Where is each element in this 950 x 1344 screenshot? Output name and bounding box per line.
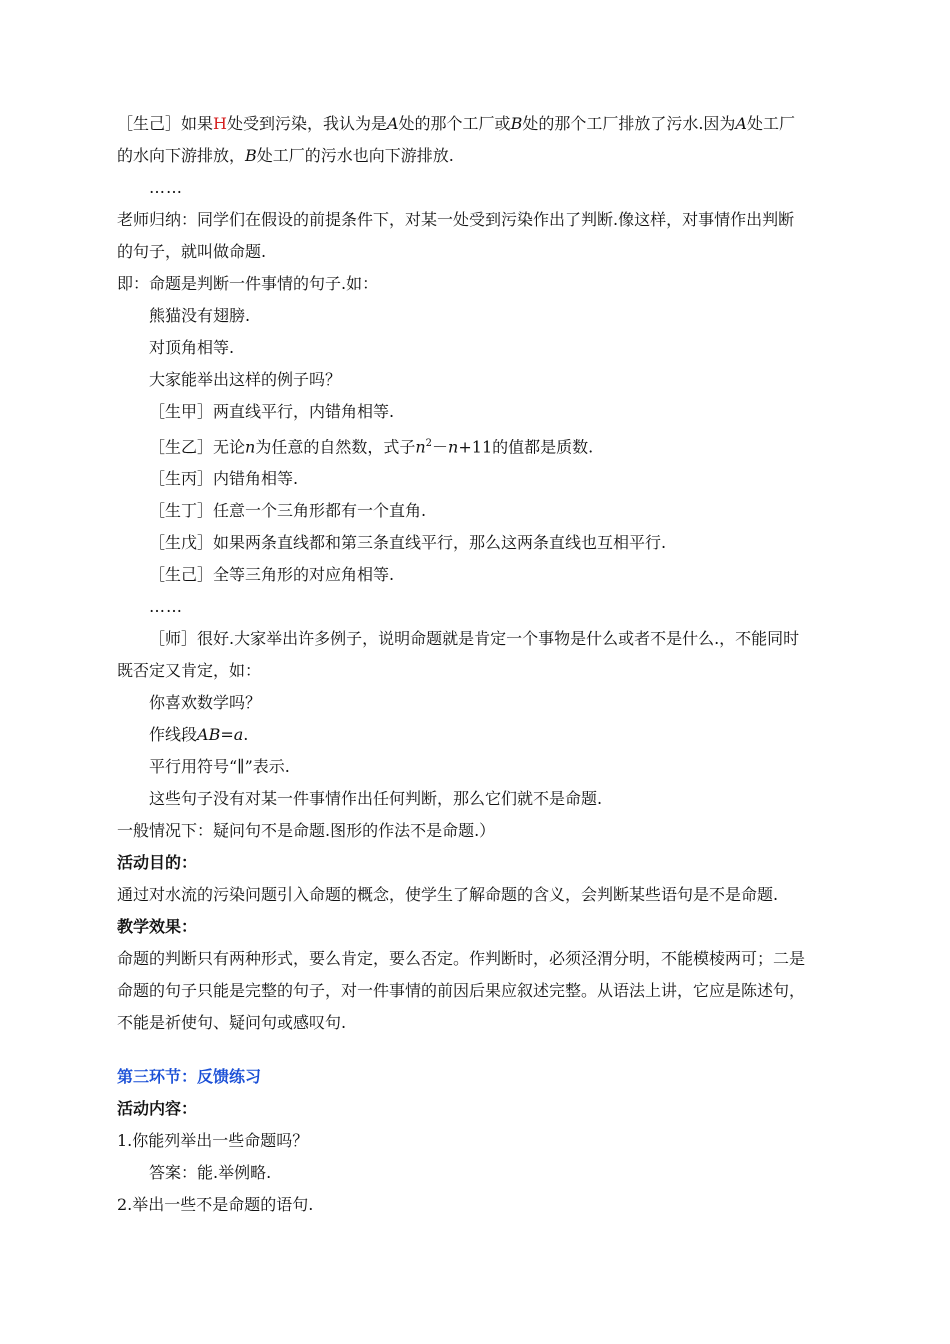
nonexample-parallel: 平行用符号“∥”表示.: [149, 757, 290, 777]
effect-line-3: 不能是祈使句、疑问句或感叹句.: [117, 1013, 347, 1033]
example-2: 对顶角相等.: [149, 338, 235, 357]
student-jia: ［生甲］两直线平行，内错角相等.: [149, 402, 395, 421]
paragraph-student-ji-1: ［生己］如果H处受到污染，我认为是A处的那个工厂或B处的那个工厂排放了污水.因为A处工厂: [117, 114, 795, 133]
effect-heading: 教学效果：: [117, 917, 198, 937]
student-wu: ［生戊］如果两条直线都和第三条直线平行，那么这两条直线也互相平行.: [149, 533, 667, 553]
purpose-text: 通过对水流的污染问题引入命题的概念，使学生了解命题的含义，会判断某些语句是不是命题.: [117, 885, 779, 905]
teacher-reply-2: 既否定又肯定，如：: [117, 661, 262, 681]
effect-line-2: 命题的句子只能是完整的句子，对一件事情的前因后果应叙述完整。从语法上讲，它应是陈述句，: [117, 981, 806, 1001]
paragraph-student-ji-2: 的水向下游排放，B处工厂的污水也向下游排放.: [117, 146, 454, 165]
teacher-summary-1: 老师归纳：同学们在假设的前提条件下，对某一处受到污染作出了判断.像这样，对事情作出判断: [117, 210, 795, 229]
teacher-reply-1: ［师］很好.大家举出许多例子，说明命题就是肯定一个事物是什么或者不是什么.，不能同时: [149, 629, 800, 649]
point-h-label: H: [213, 114, 227, 133]
nonexample-question: 你喜欢数学吗？: [149, 693, 262, 713]
document-page: [117, 108, 837, 1221]
example-1: 熊猫没有翅膀.: [149, 306, 251, 325]
purpose-heading: 活动目的：: [117, 853, 198, 873]
student-ji: ［生己］全等三角形的对应角相等.: [149, 565, 395, 585]
content-heading: 活动内容：: [117, 1099, 198, 1119]
exercise-2: 2.举出一些不是命题的语句.: [117, 1195, 314, 1215]
spacer: [117, 1039, 837, 1061]
general-note: 一般情况下：疑问句不是命题.图形的作法不是命题.）: [117, 821, 496, 841]
definition-line: 即：命题是判断一件事情的句子.如：: [117, 274, 379, 293]
student-bing: ［生丙］内错角相等.: [149, 469, 299, 489]
ellipsis-2: ……: [149, 597, 183, 617]
teacher-summary-2: 的句子，就叫做命题.: [117, 242, 267, 261]
student-ding: ［生丁］任意一个三角形都有一个直角.: [149, 501, 427, 521]
section3-heading: 第三环节：反馈练习: [117, 1067, 262, 1087]
exercise-1-answer: 答案：能.举例略.: [149, 1163, 272, 1183]
ellipsis-1: ……: [149, 178, 183, 197]
effect-line-1: 命题的判断只有两种形式，要么肯定，要么否定。作判断时，必须泾渭分明，不能模棱两可；二是: [117, 949, 806, 969]
nonexample-draw: 作线段AB=a.: [149, 725, 249, 745]
nonexample-conclusion: 这些句子没有对某一件事情作出任何判断，那么它们就不是命题.: [149, 789, 603, 809]
example-3: 大家能举出这样的例子吗？: [149, 370, 342, 389]
exercise-1: 1.你能列举出一些命题吗？: [117, 1131, 309, 1151]
student-yi: ［生乙］无论n为任意的自然数，式子$n^2-n+11$的值都是质数.: [149, 437, 594, 457]
